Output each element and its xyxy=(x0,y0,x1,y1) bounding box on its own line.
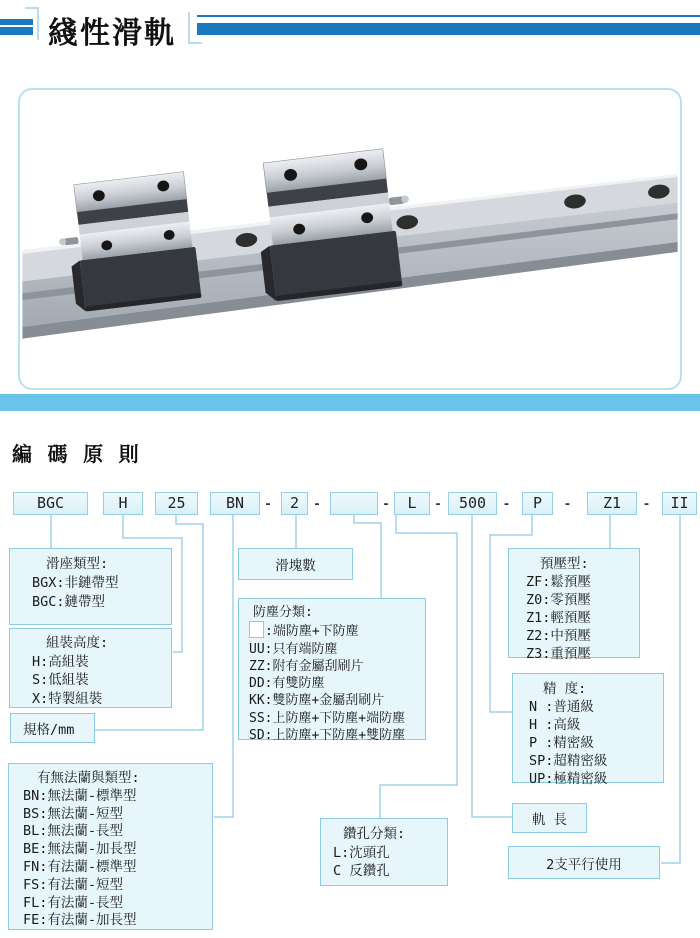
section-heading: 編 碼 原 則 xyxy=(12,444,144,466)
code-dash: - xyxy=(565,495,570,512)
code-dash: - xyxy=(314,495,320,512)
code-box-size: 25 xyxy=(155,492,198,515)
code-dash: - xyxy=(644,495,649,512)
rail-length-box: 軌 長 xyxy=(512,803,587,833)
code-box-preload: Z1 xyxy=(587,492,637,515)
code-box-flange: BN xyxy=(210,492,260,515)
spec-box: 規格/mm xyxy=(10,713,95,743)
preload-box: 預壓型: ZF:鬆預壓 Z0:零預壓 Z1:輕預壓 Z2:中預壓 Z3:重預壓 xyxy=(508,548,640,658)
code-box-rail-length: 500 xyxy=(448,492,497,515)
block-count-box: 滑塊數 xyxy=(238,548,353,580)
code-box-parallel: II xyxy=(662,492,697,515)
code-box-drill: L xyxy=(394,492,430,515)
page-title: 綫性滑軌 xyxy=(48,17,176,50)
blank-code-box xyxy=(249,621,264,638)
code-box-block-count: 2 xyxy=(281,492,308,515)
drill-class-box: 鑽孔分類: L:沈頭孔 C 反鑽孔 xyxy=(320,818,448,886)
code-box-slider-type: BGC xyxy=(13,492,88,515)
code-dash: - xyxy=(383,495,389,512)
code-dash: - xyxy=(265,495,271,512)
code-dash: - xyxy=(435,495,441,512)
dust-class-box: 防塵分類: :端防塵+下防塵 UU:只有端防塵 ZZ:附有金屬刮刷片 DD:有雙防塵 KK:雙防塵+金屬刮刷片 SS:上防塵+下防塵+端防塵 SD:上防塵+下防塵+雙防塵 xyxy=(238,598,426,740)
precision-box: 精 度: N :普通級 H :高級 P :精密級 SP:超精密級 UP:極精密級 xyxy=(512,673,664,783)
slider-type-box: 滑座類型: BGX:非鏈帶型 BGC:鏈帶型 xyxy=(9,548,172,625)
code-box-dust xyxy=(330,492,378,515)
parallel-use-box: 2支平行使用 xyxy=(508,846,660,879)
code-box-precision: P xyxy=(522,492,553,515)
assembly-height-box: 組裝高度: H:高組裝 S:低組裝 X:特製組裝 xyxy=(9,628,172,708)
flange-type-box: 有無法蘭與類型: BN:無法蘭-標準型 BS:無法蘭-短型 BL:無法蘭-長型 BE:無法蘭-加長型 FN:有法蘭-標準型 FS:有法蘭-短型 FL:有法蘭-長型 FE:有法蘭-加長型 xyxy=(8,763,213,930)
code-box-height: H xyxy=(103,492,143,515)
code-dash: - xyxy=(504,495,509,512)
